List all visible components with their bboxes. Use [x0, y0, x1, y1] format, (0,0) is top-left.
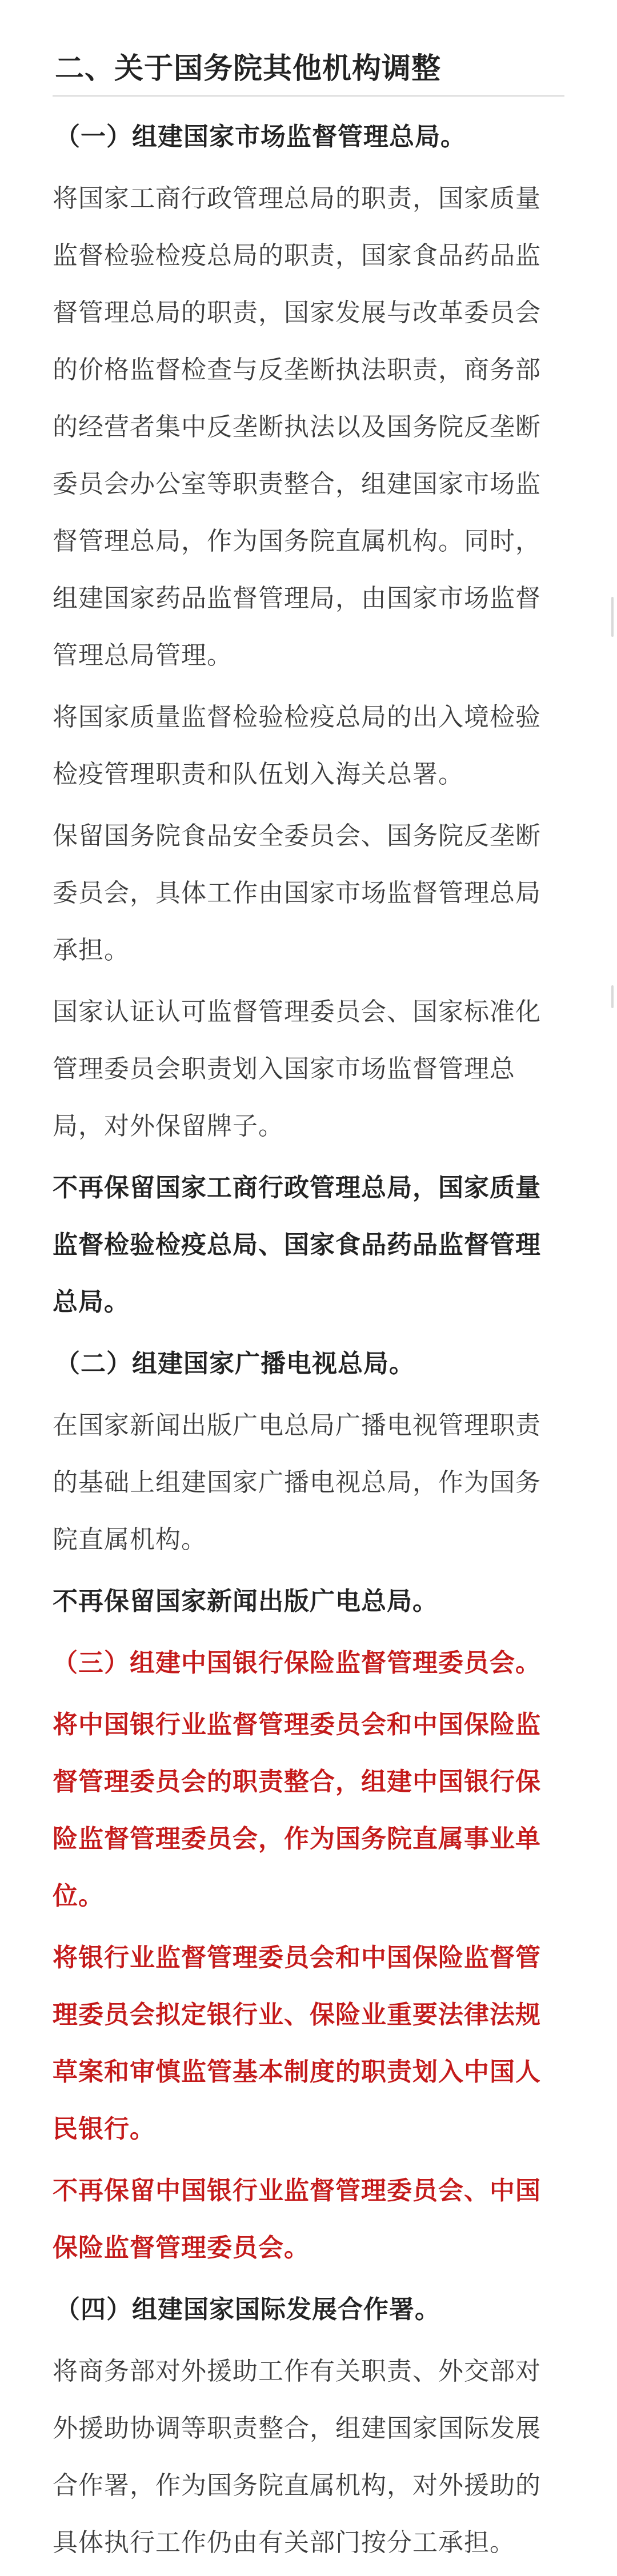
subsection-heading: （四）组建国家国际发展合作署。	[55, 2295, 440, 2324]
body-paragraph: 保留国务院食品安全委员会、国务院反垄断委员会，具体工作由国家市场监督管理总局承担。	[53, 821, 541, 965]
bold-statement: 不再保留国家新闻出版广电总局。	[53, 1587, 438, 1616]
section-divider	[53, 95, 564, 97]
article-body	[53, 109, 564, 2576]
highlighted-paragraph: 将中国银行业监督管理委员会和中国保险监督管理委员会的职责整合，组建中国银行保险监督管理委员会，作为国务院直属事业单位。	[53, 1710, 541, 1911]
scroll-indicator	[611, 597, 614, 637]
highlighted-paragraph: 将银行业监督管理委员会和中国保险监督管理委员会拟定银行业、保险业重要法律法规草案和审慎监管基本制度的职责划入中国人民银行。	[53, 1943, 541, 2144]
bold-statement: 不再保留国家工商行政管理总局，国家质量监督检验检疫总局、国家食品药品监督管理总局。	[53, 1173, 541, 1317]
subsection-heading: （二）组建国家广播电视总局。	[55, 1349, 415, 1378]
highlighted-paragraph: 不再保留中国银行业监督管理委员会、中国保险监督管理委员会。	[53, 2176, 541, 2262]
subsection-heading: （一）组建国家市场监督管理总局。	[55, 122, 466, 151]
body-paragraph: 将国家工商行政管理总局的职责，国家质量监督检验检疫总局的职责，国家食品药品监督管理总局的职责，国家发展与改革委员会的价格监督检查与反垄断执法职责，商务部的经营者集中反垄断执法以及国务院反垄断委员会办公室等职责整合，组建国家市场监督管理总局，作为国务院直属机构。同时，组建国家药品监督管理局，由国家市场监督管理总局管理。	[53, 184, 541, 670]
body-paragraph: 国家认证认可监督管理委员会、国家标准化管理委员会职责划入国家市场监督管理总局，对外保留牌子。	[53, 997, 541, 1141]
body-paragraph: 将商务部对外援助工作有关职责、外交部对外援助协调等职责整合，组建国家国际发展合作署，作为国务院直属机构，对外援助的具体执行工作仍由有关部门按分工承担。	[53, 2357, 541, 2557]
section-header	[53, 51, 564, 97]
body-paragraph: 在国家新闻出版广电总局广播电视管理职责的基础上组建国家广播电视总局，作为国务院直属机构。	[53, 1411, 541, 1554]
body-paragraph: 将国家质量监督检验检疫总局的出入境检验检疫管理职责和队伍划入海关总署。	[53, 703, 541, 789]
highlighted-paragraph: （三）组建中国银行保险监督管理委员会。	[53, 1648, 541, 1678]
section-title: 二、关于国务院其他机构调整	[55, 52, 442, 86]
scroll-indicator-secondary	[611, 985, 614, 1008]
